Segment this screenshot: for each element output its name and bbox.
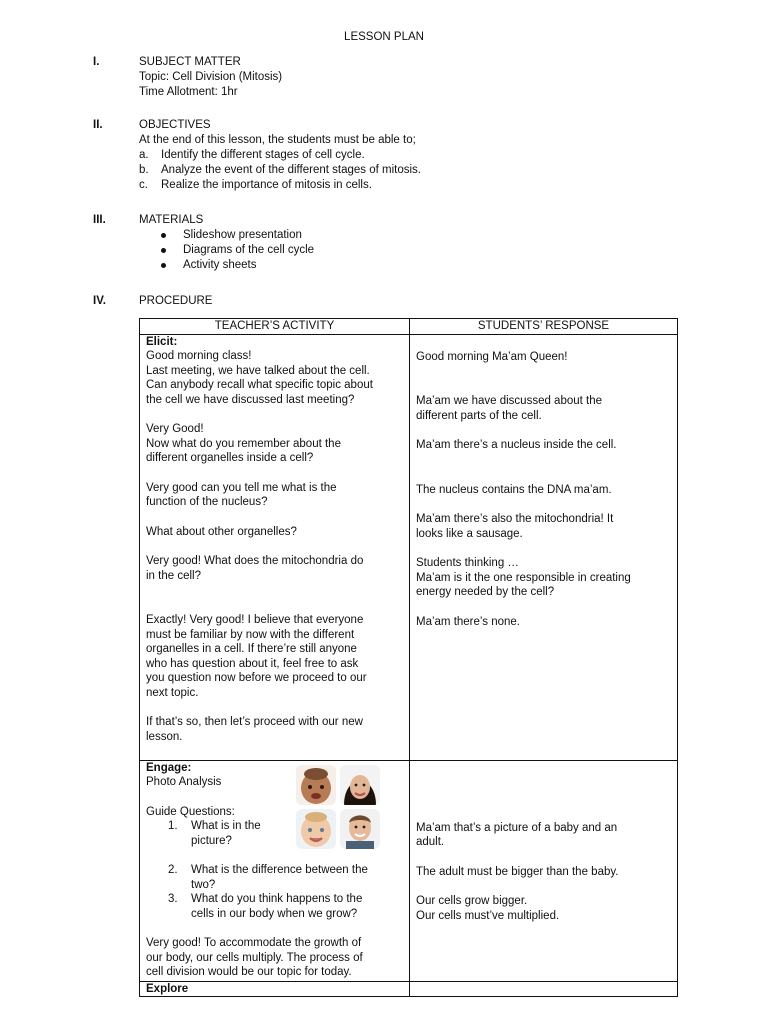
student-line: adult.: [416, 836, 445, 848]
teacher-line: Very good! To accommodate the growth of: [146, 937, 362, 949]
elicit-teacher-cell: [140, 334, 410, 760]
teacher-line: Exactly! Very good! I believe that everyone: [146, 614, 364, 626]
guide-question-item: [146, 892, 403, 921]
engage-teacher-cell: [140, 760, 410, 981]
question-text: cells in our body when we grow?: [191, 907, 358, 920]
objectives-intro: At the end of this lesson, the students must be able to;: [139, 134, 416, 146]
engage-student-cell: [410, 760, 678, 981]
teacher-line: Now what do you remember about the: [146, 437, 341, 450]
teacher-line: Last meeting, we have talked about the cell.: [146, 364, 370, 377]
student-line: Ma’am there’s a nucleus inside the cell.: [416, 439, 617, 451]
topic-line: Topic: Cell Division (Mitosis): [139, 71, 283, 83]
elicit-student-cell: [410, 334, 678, 760]
woman-photo-icon: [340, 765, 380, 805]
table-row: [140, 981, 678, 997]
explore-teacher-cell: [140, 981, 410, 997]
section-1-number: I.: [93, 56, 100, 68]
question-text: What is in the: [191, 820, 261, 832]
student-line: Ma’am there’s none.: [416, 615, 520, 628]
teacher-line: If that’s so, then let’s proceed with our new: [146, 716, 363, 728]
explore-label: Explore: [146, 982, 189, 995]
page-title: LESSON PLAN: [344, 31, 424, 43]
objective-label: b.: [139, 164, 149, 176]
student-line: energy needed by the cell?: [416, 586, 555, 598]
guide-questions-label: Guide Questions:: [146, 805, 235, 818]
objective-item: [139, 148, 421, 163]
section-3-number: III.: [93, 214, 106, 226]
teacher-line: Good morning class!: [146, 350, 252, 362]
question-text: two?: [191, 878, 216, 891]
question-text: What do you think happens to the: [191, 893, 363, 905]
section-2-number: II.: [93, 119, 103, 131]
objective-label: a.: [139, 149, 149, 161]
section-3-body: [139, 213, 314, 273]
teacher-line: function of the nucleus?: [146, 496, 268, 508]
engage-subtitle: Photo Analysis: [146, 776, 222, 788]
teacher-line: the cell we have discussed last meeting?: [146, 393, 355, 406]
guide-question-item: [146, 863, 403, 892]
student-line: Students thinking …: [416, 557, 519, 569]
objective-item: [139, 163, 421, 178]
student-line: Good morning Ma’am Queen!: [416, 350, 568, 363]
objective-label: c.: [139, 179, 148, 191]
question-text: What is the difference between the: [191, 864, 368, 876]
teacher-line: who has question about it, feel free to ask: [146, 657, 359, 670]
question-number: 1.: [168, 820, 178, 832]
material-item: Slideshow presentation: [139, 228, 314, 243]
student-line: looks like a sausage.: [416, 527, 523, 540]
objective-text: Analyze the event of the different stages of mitosis.: [161, 164, 421, 176]
question-number: 2.: [168, 864, 178, 876]
teacher-line: Can anybody recall what specific topic about: [146, 379, 373, 391]
explore-student-cell: [410, 981, 678, 997]
students-response-header: STUDENTS’ RESPONSE: [410, 319, 678, 335]
table-row: [140, 334, 678, 760]
table-header-row: [140, 319, 678, 335]
teacher-line: What about other organelles?: [146, 525, 297, 538]
student-line: The nucleus contains the DNA ma’am.: [416, 483, 612, 496]
section-4-heading: PROCEDURE: [139, 295, 213, 307]
teacher-line: must be familiar by now with the different: [146, 628, 355, 641]
teacher-activity-header: TEACHER’S ACTIVITY: [140, 319, 410, 335]
teacher-line: Very good can you tell me what is the: [146, 481, 337, 494]
objective-text: Realize the importance of mitosis in cells.: [161, 179, 372, 191]
section-3-heading: MATERIALS: [139, 214, 204, 226]
time-allotment-line: Time Allotment: 1hr: [139, 86, 238, 98]
section-4-number: IV.: [93, 295, 107, 307]
student-line: Ma’am we have discussed about the: [416, 395, 603, 407]
engage-label: Engage:: [146, 761, 192, 774]
student-line: Ma’am that’s a picture of a baby and an: [416, 821, 618, 834]
teacher-line: Very Good!: [146, 423, 204, 435]
section-2-body: [139, 118, 421, 193]
objective-text: Identify the different stages of cell cycle.: [161, 149, 365, 161]
objective-item: [139, 178, 421, 193]
teacher-line: cell division would be our topic for today.: [146, 966, 352, 978]
teacher-line: different organelles inside a cell?: [146, 452, 314, 464]
table-row: [140, 760, 678, 981]
student-line: different parts of the cell.: [416, 409, 542, 422]
student-line: Ma’am there’s also the mitochondria! It: [416, 513, 614, 525]
question-number: 3.: [168, 893, 178, 905]
teacher-line: Very good! What does the mitochondria do: [146, 555, 364, 567]
material-item: Diagrams of the cell cycle: [139, 243, 314, 258]
procedure-table: [139, 318, 678, 997]
teacher-line: in the cell?: [146, 569, 201, 582]
section-1-body: [139, 55, 282, 100]
student-line: Our cells grow bigger.: [416, 895, 528, 907]
section-1-heading: SUBJECT MATTER: [139, 56, 241, 68]
student-line: The adult must be bigger than the baby.: [416, 865, 619, 878]
teacher-line: you question now before we proceed to our: [146, 672, 367, 684]
baby-photo-icon: [296, 765, 336, 805]
section-2-heading: OBJECTIVES: [139, 119, 211, 131]
question-text: picture?: [191, 834, 232, 847]
guide-question-item: [146, 819, 403, 848]
teacher-line: next topic.: [146, 686, 199, 699]
student-line: Our cells must’ve multiplied.: [416, 909, 560, 922]
teacher-line: our body, our cells multiply. The process of: [146, 951, 363, 964]
student-line: Ma’am is it the one responsible in creating: [416, 571, 631, 584]
teacher-line: lesson.: [146, 730, 183, 743]
material-item: Activity sheets: [139, 258, 314, 273]
teacher-line: organelles in a cell. If there’re still anyone: [146, 643, 357, 655]
elicit-label: Elicit:: [146, 335, 178, 348]
